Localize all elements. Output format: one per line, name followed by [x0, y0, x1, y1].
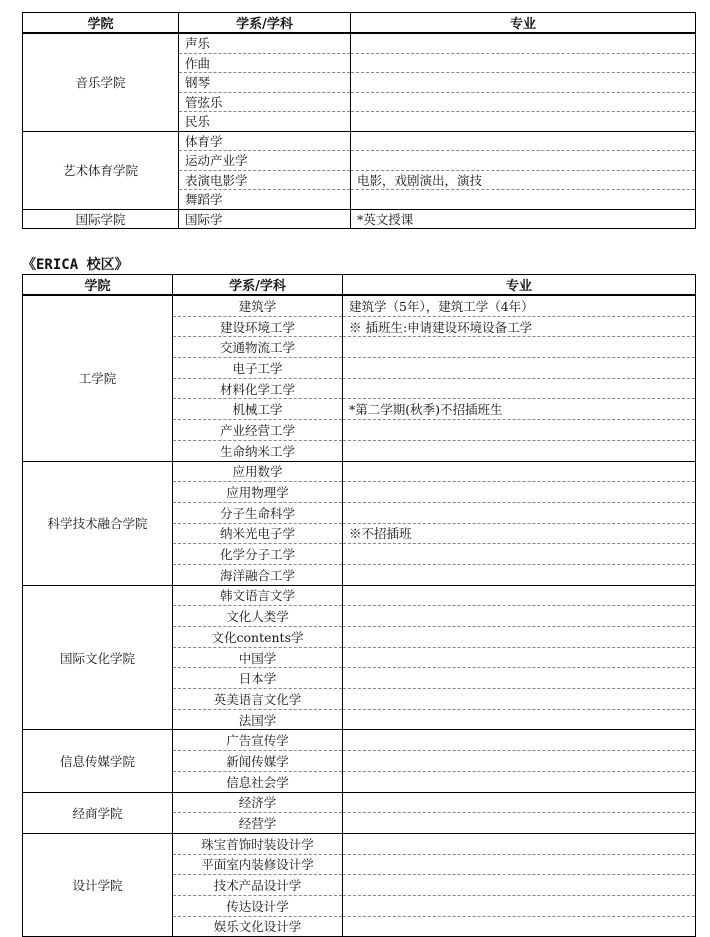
college-cell: 国际文化学院 [23, 585, 173, 730]
department-cell: 作曲 [179, 53, 351, 73]
table-row [23, 833, 696, 854]
college-cell: 音乐学院 [23, 33, 179, 131]
table-body [23, 295, 696, 937]
major-cell [351, 53, 696, 73]
major-cell [351, 92, 696, 112]
department-cell: 韩文语言文学 [173, 585, 343, 606]
major-cell [343, 689, 696, 710]
college-cell: 艺术体育学院 [23, 131, 179, 209]
major-cell: ※ 插班生:申请建设环境设备工学 [343, 316, 696, 337]
major-cell: 电影，戏剧演出，演技 [351, 170, 696, 190]
major-cell [351, 131, 696, 151]
major-cell [343, 585, 696, 606]
major-cell: ※不招插班 [343, 523, 696, 544]
header-department: 学系/学科 [179, 13, 351, 34]
major-cell [343, 440, 696, 461]
major-cell [351, 33, 696, 53]
erica-campus-table [22, 274, 696, 937]
department-cell: 经济学 [173, 792, 343, 813]
major-cell [343, 420, 696, 441]
major-cell: *第二学期(秋季)不招插班生 [343, 399, 696, 420]
department-cell: 日本学 [173, 668, 343, 689]
major-cell [343, 502, 696, 523]
college-cell: 设计学院 [23, 833, 173, 936]
header-college: 学院 [23, 275, 173, 296]
college-cell: 国际学院 [23, 209, 179, 229]
department-cell: 建设环境工学 [173, 316, 343, 337]
department-cell: 钢琴 [179, 73, 351, 93]
department-cell: 国际学 [179, 209, 351, 229]
department-cell: 产业经营工学 [173, 420, 343, 441]
department-cell: 表演电影学 [179, 170, 351, 190]
major-cell [351, 73, 696, 93]
department-cell: 管弦乐 [179, 92, 351, 112]
department-cell: 舞蹈学 [179, 190, 351, 210]
header-major: 专业 [343, 275, 696, 296]
major-cell [343, 627, 696, 648]
major-cell [343, 358, 696, 379]
major-cell [343, 544, 696, 565]
table-row [23, 295, 696, 316]
department-cell: 应用数学 [173, 461, 343, 482]
department-cell: 平面室内装修设计学 [173, 854, 343, 875]
major-cell [343, 875, 696, 896]
department-cell: 珠宝首饰时装设计学 [173, 833, 343, 854]
header-department: 学系/学科 [173, 275, 343, 296]
major-cell [343, 482, 696, 503]
department-cell: 信息社会学 [173, 771, 343, 792]
major-cell [343, 337, 696, 358]
department-cell: 娱乐文化设计学 [173, 916, 343, 937]
department-cell: 技术产品设计学 [173, 875, 343, 896]
table-row [23, 792, 696, 813]
section-title: 《ERICA 校区》 [22, 257, 129, 273]
major-cell [343, 792, 696, 813]
major-cell [343, 730, 696, 751]
header-college: 学院 [23, 13, 179, 34]
table-row [23, 585, 696, 606]
department-cell: 体育学 [179, 131, 351, 151]
table-row [23, 33, 696, 53]
major-cell [343, 895, 696, 916]
table-row [23, 209, 696, 229]
major-cell [343, 751, 696, 772]
table-row [23, 131, 696, 151]
department-cell: 交通物流工学 [173, 337, 343, 358]
major-cell: *英文授课 [351, 209, 696, 229]
department-cell: 电子工学 [173, 358, 343, 379]
major-cell [343, 709, 696, 730]
major-cell: 建筑学（5年），建筑工学（4年） [343, 295, 696, 316]
seoul-campus-table [22, 12, 696, 229]
department-cell: 材料化学工学 [173, 378, 343, 399]
table-header [23, 275, 696, 296]
table-row [23, 461, 696, 482]
department-cell: 文化contents学 [173, 627, 343, 648]
department-cell: 运动产业学 [179, 151, 351, 171]
department-cell: 分子生命科学 [173, 502, 343, 523]
major-cell [351, 112, 696, 132]
department-cell: 经营学 [173, 813, 343, 834]
table-row [23, 730, 696, 751]
major-cell [343, 771, 696, 792]
major-cell [343, 378, 696, 399]
department-cell: 文化人类学 [173, 606, 343, 627]
major-cell [343, 813, 696, 834]
major-cell [343, 647, 696, 668]
major-cell [343, 668, 696, 689]
header-major: 专业 [351, 13, 696, 34]
department-cell: 海洋融合工学 [173, 564, 343, 585]
department-cell: 应用物理学 [173, 482, 343, 503]
major-cell [351, 190, 696, 210]
major-cell [351, 151, 696, 171]
table-body [23, 33, 696, 229]
college-cell: 工学院 [23, 295, 173, 461]
table-header [23, 13, 696, 34]
department-cell: 机械工学 [173, 399, 343, 420]
major-cell [343, 854, 696, 875]
major-cell [343, 916, 696, 937]
department-cell: 纳米光电子学 [173, 523, 343, 544]
major-cell [343, 564, 696, 585]
department-cell: 英美语言文化学 [173, 689, 343, 710]
major-cell [343, 606, 696, 627]
department-cell: 中国学 [173, 647, 343, 668]
department-cell: 建筑学 [173, 295, 343, 316]
department-cell: 新闻传媒学 [173, 751, 343, 772]
college-cell: 信息传媒学院 [23, 730, 173, 792]
department-cell: 生命纳米工学 [173, 440, 343, 461]
major-cell [343, 833, 696, 854]
major-cell [343, 461, 696, 482]
department-cell: 化学分子工学 [173, 544, 343, 565]
department-cell: 广告宣传学 [173, 730, 343, 751]
college-cell: 科学技术融合学院 [23, 461, 173, 585]
department-cell: 传达设计学 [173, 895, 343, 916]
department-cell: 声乐 [179, 33, 351, 53]
department-cell: 民乐 [179, 112, 351, 132]
department-cell: 法国学 [173, 709, 343, 730]
college-cell: 经商学院 [23, 792, 173, 833]
